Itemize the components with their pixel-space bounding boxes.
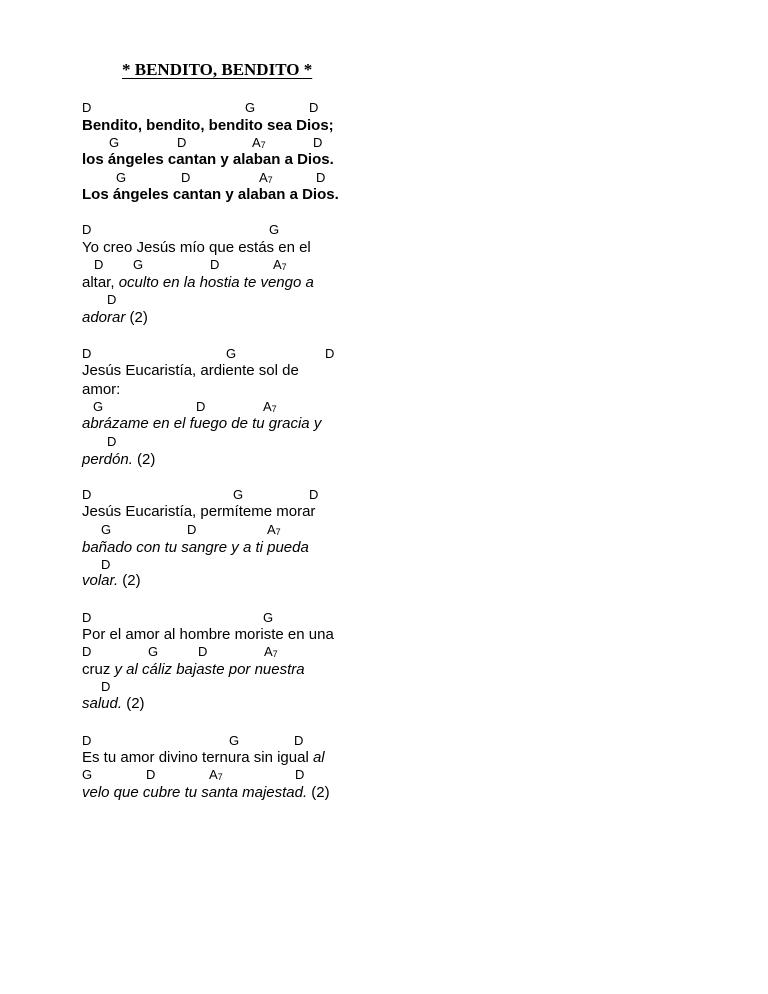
- chord: G: [233, 487, 244, 502]
- lyric-line: Los ángeles cantan y alaban a Dios.: [82, 186, 339, 203]
- chord-ext: 7: [281, 262, 287, 272]
- lyric-line: Yo creo Jesús mío que estás en el: [82, 239, 311, 256]
- chord: D: [187, 522, 197, 537]
- chord-root: A: [264, 644, 273, 659]
- lyric-text: altar,: [82, 274, 119, 291]
- chord: G: [226, 346, 237, 361]
- chord: D: [210, 257, 220, 272]
- lyric-line: [82, 309, 148, 327]
- repeat-marker: (2): [125, 309, 148, 326]
- chord-root: A: [263, 399, 272, 414]
- chord: D: [294, 733, 304, 748]
- chord: G: [229, 733, 240, 748]
- repeat-marker: (2): [118, 572, 141, 589]
- chord: G: [109, 135, 120, 150]
- chord: [264, 644, 278, 662]
- repeat-marker: (2): [122, 695, 145, 712]
- lyric-line: [82, 451, 155, 469]
- lyric-line: [82, 749, 325, 767]
- chord-root: A: [252, 135, 261, 150]
- lyric-line: Jesús Eucaristía, ardiente sol de: [82, 362, 299, 379]
- chord: [267, 522, 281, 540]
- lyric-text-italic: adorar: [82, 309, 126, 326]
- lyric-line: Bendito, bendito, bendito sea Dios;: [82, 117, 334, 134]
- chord: G: [263, 610, 274, 625]
- chord: D: [82, 100, 92, 115]
- repeat-marker: (2): [307, 784, 330, 801]
- chord: D: [101, 679, 111, 694]
- lyric-line: [82, 784, 330, 802]
- chord: D: [325, 346, 335, 361]
- lyric-line: [82, 572, 141, 590]
- chord: D: [107, 434, 117, 449]
- chord: G: [101, 522, 112, 537]
- lyric-text-italic: al: [312, 749, 325, 766]
- chord: D: [146, 767, 156, 782]
- chord: D: [198, 644, 208, 659]
- chord: D: [107, 292, 117, 307]
- chord: D: [94, 257, 104, 272]
- chord-root: A: [259, 170, 268, 185]
- chord: D: [82, 487, 92, 502]
- chord-ext: 7: [260, 140, 266, 150]
- chord-ext: 7: [275, 527, 281, 537]
- chord-root: A: [209, 767, 218, 782]
- chord: D: [82, 346, 92, 361]
- chord: D: [82, 733, 92, 748]
- lyric-line: bañado con tu sangre y a ti pueda: [82, 539, 309, 556]
- chord: G: [93, 399, 104, 414]
- chord: G: [82, 767, 93, 782]
- lyric-line: amor:: [82, 381, 121, 398]
- lyric-line: [82, 661, 305, 679]
- chord: D: [313, 135, 323, 150]
- chord-ext: 7: [267, 175, 273, 185]
- chord: G: [133, 257, 144, 272]
- chord: G: [245, 100, 256, 115]
- chord-ext: 7: [271, 404, 277, 414]
- lyric-line: Por el amor al hombre moriste en una: [82, 626, 334, 643]
- chord-root: A: [267, 522, 276, 537]
- chord: G: [116, 170, 127, 185]
- chord-ext: 7: [272, 649, 278, 659]
- song-title: * BENDITO, BENDITO *: [122, 60, 313, 79]
- chord-ext: 7: [217, 772, 223, 782]
- lyric-text-italic: salud.: [82, 695, 123, 712]
- lyric-text-italic: volar.: [82, 572, 119, 589]
- chord: D: [82, 222, 92, 237]
- chord-root: A: [273, 257, 282, 272]
- lyric-text-italic: velo que cubre tu santa majestad.: [82, 784, 308, 801]
- lyric-line: Jesús Eucaristía, permíteme morar: [82, 503, 316, 520]
- chord: G: [148, 644, 159, 659]
- lyric-text-italic: perdón.: [82, 451, 133, 468]
- lyric-text: Es tu amor divino ternura sin igual: [82, 749, 313, 766]
- repeat-marker: (2): [132, 451, 156, 468]
- lyric-text-italic: y al cáliz bajaste por nuestra: [114, 661, 305, 678]
- chord: G: [269, 222, 280, 237]
- chord: D: [82, 644, 92, 659]
- chord: D: [309, 100, 319, 115]
- chord: D: [177, 135, 187, 150]
- lyric-line: [82, 274, 314, 292]
- chord: D: [309, 487, 319, 502]
- chord: D: [316, 170, 326, 185]
- chord: D: [196, 399, 206, 414]
- chord: D: [101, 557, 111, 572]
- chord: D: [181, 170, 191, 185]
- lyric-text-italic: oculto en la hostia te vengo a: [118, 274, 314, 291]
- chord: [273, 257, 287, 275]
- lyric-line: los ángeles cantan y alaban a Dios.: [82, 151, 334, 168]
- lyric-text: cruz: [82, 661, 115, 678]
- lyric-line: [82, 695, 145, 713]
- chord: D: [295, 767, 305, 782]
- chord: D: [82, 610, 92, 625]
- lyric-line: abrázame en el fuego de tu gracia y: [82, 415, 322, 432]
- chord: [209, 767, 223, 785]
